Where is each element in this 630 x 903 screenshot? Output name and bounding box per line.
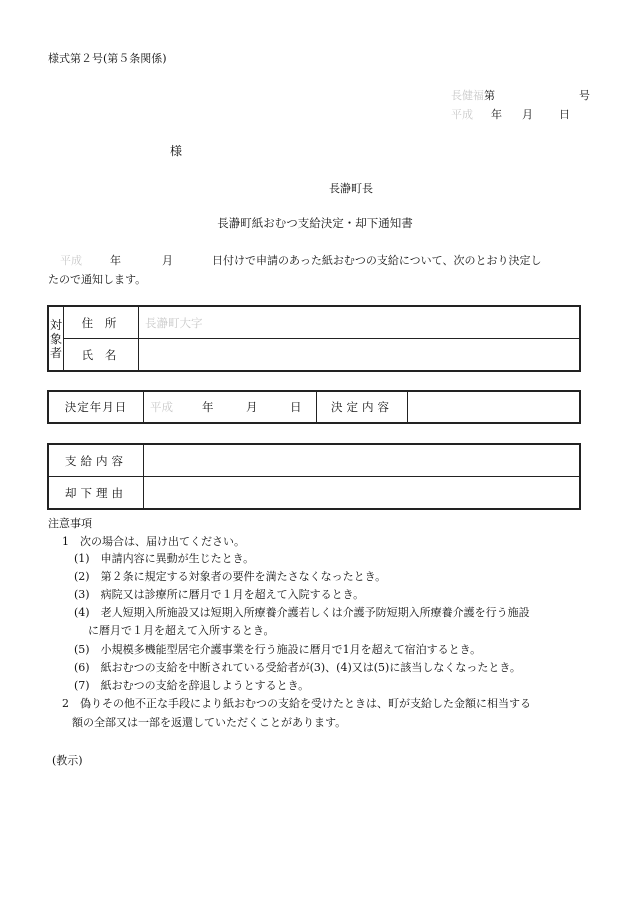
note-2-cont: 額の全部又は一部を返還していただくことがあります。 — [72, 716, 347, 729]
rejection-reason-label: 却下理由 — [48, 477, 144, 510]
name-label: 氏 名 — [64, 339, 139, 372]
decision-era: 平成 — [150, 400, 173, 414]
payment-table — [47, 443, 581, 510]
payment-content-field[interactable] — [144, 444, 581, 477]
doc-number-dai: 第 — [484, 89, 495, 102]
address-placeholder: 長瀞町大字 — [145, 315, 203, 330]
rejection-reason-field[interactable] — [144, 477, 581, 510]
note-1-5: (5) 小規模多機能型居宅介護事業を行う施設に暦月で1月を超えて宿泊するとき。 — [74, 643, 482, 656]
issue-date-era: 平成 — [451, 108, 473, 121]
decision-date-label: 決定年月日 — [48, 391, 144, 423]
issue-date — [451, 106, 570, 122]
note-1-6: (6) 紙おむつの支給を中断されている受給者が(3)、(4)又は(5)に該当しなくなったとき。 — [74, 661, 521, 674]
decision-year: 年 — [202, 400, 214, 414]
notes-heading: 注意事項 — [48, 517, 92, 530]
form-number: 様式第２号(第５条関係) — [48, 52, 167, 65]
document-title: 長瀞町紙おむつ支給決定・却下通知書 — [217, 216, 413, 230]
note-1-3: (3) 病院又は診療所に暦月で１月を超えて入院するとき。 — [74, 588, 365, 601]
intro-rest: 日付けで申請のあった紙おむつの支給について、次のとおり決定し — [212, 254, 542, 267]
issue-date-year: 年 — [491, 108, 502, 121]
decision-day: 日 — [290, 400, 302, 414]
decision-content-field[interactable] — [408, 391, 581, 423]
decision-month: 月 — [246, 400, 258, 414]
doc-number-go: 号 — [579, 89, 590, 102]
issue-date-day: 日 — [559, 108, 570, 121]
intro-era: 平成 — [60, 254, 82, 267]
footer-notice: (教示) — [52, 754, 83, 767]
intro-year: 年 — [110, 254, 121, 267]
note-1-1: (1) 申請内容に異動が生じたとき。 — [74, 552, 255, 565]
note-1-7: (7) 紙おむつの支給を辞退しようとするとき。 — [74, 679, 310, 692]
decision-date-field[interactable] — [144, 391, 317, 423]
issuer: 長瀞町長 — [329, 182, 373, 195]
note-1: 1 次の場合は、届け出てください。 — [62, 535, 245, 548]
note-1-4: (4) 老人短期入所施設又は短期入所療養介護若しくは介護予防短期入所療養介護を行う施設 — [74, 606, 530, 619]
decision-table — [47, 390, 581, 424]
note-2: 2 偽りその他不正な手段により紙おむつの支給を受けたときは、町が支給した金額に相当する — [62, 697, 531, 710]
intro-line-2: たので通知します。 — [48, 273, 147, 286]
address-label: 住 所 — [64, 306, 139, 339]
issue-date-month: 月 — [522, 108, 533, 121]
document-number — [451, 87, 590, 103]
address-field[interactable] — [139, 306, 581, 339]
decision-content-label: 決定内容 — [317, 391, 408, 423]
payment-content-label: 支給内容 — [48, 444, 144, 477]
note-1-4-cont: に暦月で１月を超えて入所するとき。 — [88, 624, 275, 637]
note-1-2: (2) 第２条に規定する対象者の要件を満たさなくなったとき。 — [74, 570, 387, 583]
intro-month: 月 — [162, 254, 173, 267]
addressee-suffix: 様 — [170, 144, 183, 158]
name-field[interactable] — [139, 339, 581, 372]
subject-group-label: 対 象 者 — [48, 306, 64, 371]
intro-line-1 — [48, 252, 541, 268]
subject-table — [47, 305, 581, 372]
doc-number-prefix: 長健福 — [451, 89, 484, 102]
